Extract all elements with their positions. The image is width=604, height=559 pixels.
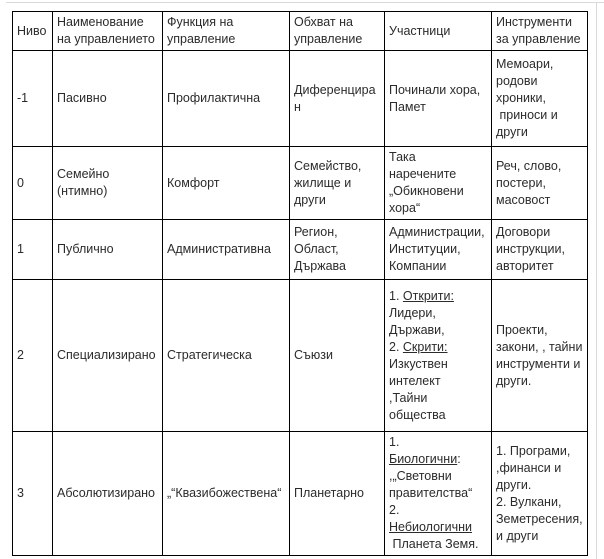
cell-participants: Починали хора, Памет: [385, 51, 492, 147]
cell-function: Комфорт: [163, 147, 290, 220]
cell-tools: 1. Програми, ,финанси и други. 2. Вулкани, Земетресения, и други: [492, 432, 588, 556]
header-cell-tools: Инструменти за управление: [492, 12, 588, 51]
header-cell-function: Функция на управление: [163, 12, 290, 51]
cell-participants: 1. Биологични: ,„Световни правителства“ 2. Небиологични Планета Земя.: [385, 432, 492, 556]
cell-tools: Реч, слово, постери, масовост: [492, 147, 588, 220]
cell-scope: Планетарно: [290, 432, 385, 556]
cell-name: Абсолютизирано: [53, 432, 163, 556]
cell-scope: Съюзи: [290, 280, 385, 432]
cell-tools: Проекти, закони, , тайни инструменти и други.: [492, 280, 588, 432]
cell-function: „“Квазибожествена“: [163, 432, 290, 556]
cell-participants: Администрации, Институции, Компании: [385, 220, 492, 280]
cell-participants: Така наречените „Обикновени хора“: [385, 147, 492, 220]
table-row-level-neg1: [13, 51, 588, 147]
header-cell-name: Наименование на управлението: [53, 12, 163, 51]
cell-function: Административна: [163, 220, 290, 280]
cell-level: -1: [13, 51, 53, 147]
header-cell-scope: Обхват на управление: [290, 12, 385, 51]
page-edge-right: [596, 2, 597, 559]
cell-scope: Семейство, жилище и други: [290, 147, 385, 220]
page-edge-top: [6, 2, 604, 3]
table-row-level-0: [13, 147, 588, 220]
table-row-level-1: [13, 220, 588, 280]
cell-level: 0: [13, 147, 53, 220]
cell-level: 3: [13, 432, 53, 556]
table-header-row: [13, 12, 588, 51]
cell-tools: Мемоари, родови хроники, приноси и други: [492, 51, 588, 147]
cell-name: Пасивно: [53, 51, 163, 147]
cell-function: Стратегическа: [163, 280, 290, 432]
cell-name: Публично: [53, 220, 163, 280]
cell-participants: 1. Открити: Лидери, Държави, 2. Скрити: Изкуствен интелект ,Тайни общества: [385, 280, 492, 432]
cell-tools: Договори инструкции, авторитет: [492, 220, 588, 280]
cell-level: 1: [13, 220, 53, 280]
cell-function: Профилактична: [163, 51, 290, 147]
cell-name: Семейно (нтимно): [53, 147, 163, 220]
cell-level: 2: [13, 280, 53, 432]
cell-scope: Регион, Област, Държава: [290, 220, 385, 280]
header-cell-participants: Участници: [385, 12, 492, 51]
cell-scope: Диференциран: [290, 51, 385, 147]
table-row-level-2: [13, 280, 588, 432]
header-cell-level: Ниво: [13, 12, 53, 51]
table-row-level-3: [13, 432, 588, 556]
cell-name: Специализирано: [53, 280, 163, 432]
governance-levels-table: [12, 11, 588, 556]
